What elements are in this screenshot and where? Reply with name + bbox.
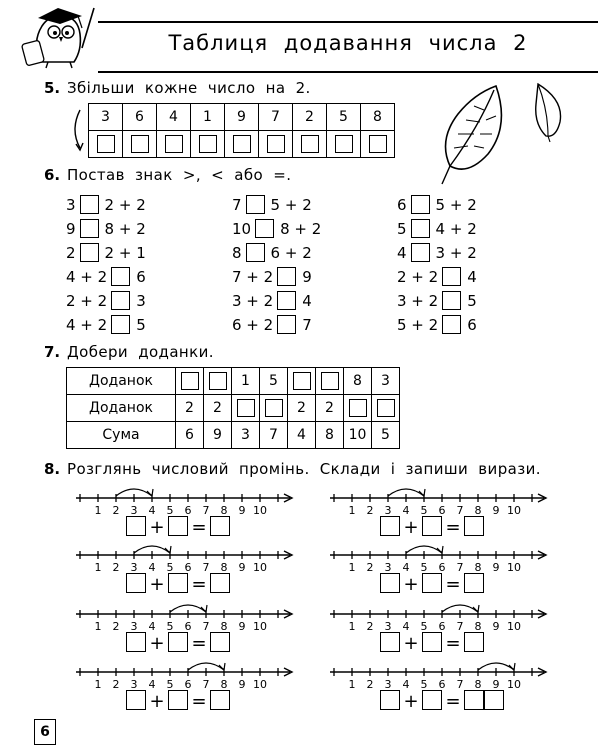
exercise-5-table (88, 103, 395, 158)
addend-box[interactable] (168, 690, 188, 710)
ex5-answer-cell (123, 131, 157, 158)
ex5-answer-box[interactable] (199, 135, 217, 153)
ex7-row-label: Сума (67, 422, 176, 449)
comparison-right: 7 (302, 316, 312, 334)
addend-box[interactable] (380, 573, 400, 593)
page-title: Таблиця додавання числа 2 (168, 31, 528, 55)
ex7-value-cell: 5 (260, 368, 288, 395)
tick-label: 2 (112, 620, 120, 633)
comparison-item (397, 195, 477, 215)
comparison-right: 3 + 2 (435, 244, 477, 262)
comparison-item (232, 219, 321, 239)
comparison-left: 3 + 2 (232, 292, 274, 310)
comparison-left: 10 (232, 220, 252, 238)
ex7-table-row (67, 422, 400, 449)
ex5-number-cell: 2 (293, 104, 327, 131)
number-line (76, 484, 294, 518)
ex7-blank-cell (372, 395, 400, 422)
plus-sign: + (149, 517, 165, 538)
ex5-answer-cell (89, 131, 123, 158)
ex5-number-cell: 4 (157, 104, 191, 131)
comparison-left: 5 + 2 (397, 316, 439, 334)
addend-box[interactable] (126, 632, 146, 652)
tick-label: 6 (184, 678, 192, 691)
number-line (76, 541, 294, 575)
tick-label: 1 (348, 620, 356, 633)
exercise-6-instruction: Постав знак >, < або =. (67, 166, 292, 184)
tick-label: 10 (253, 678, 267, 691)
tick-label: 4 (148, 678, 156, 691)
tick-label: 9 (238, 504, 246, 517)
tick-label: 10 (507, 504, 521, 517)
equals-sign: = (445, 517, 461, 538)
tick-label: 6 (184, 620, 192, 633)
comparison-item (66, 267, 146, 287)
ex7-answer-box[interactable] (265, 399, 283, 417)
comparison-right: 8 + 2 (104, 220, 146, 238)
sign-answer-box[interactable] (246, 243, 265, 262)
comparison-right: 5 + 2 (270, 196, 312, 214)
comparison-right: 4 (302, 292, 312, 310)
sum-box-second-digit[interactable] (484, 690, 504, 710)
tick-label: 5 (166, 561, 174, 574)
number-line-svg (76, 600, 294, 634)
ex7-blank-cell (288, 368, 316, 395)
ex5-number-cell: 5 (327, 104, 361, 131)
comparison-left: 6 (397, 196, 407, 214)
addend-box[interactable] (422, 573, 442, 593)
tick-label: 8 (474, 620, 482, 633)
tick-label: 6 (438, 561, 446, 574)
tick-label: 7 (456, 504, 464, 517)
expression-row (126, 516, 230, 538)
tick-label: 8 (220, 561, 228, 574)
ex7-value-cell: 2 (288, 395, 316, 422)
tick-label: 4 (402, 620, 410, 633)
tick-label: 4 (148, 620, 156, 633)
tick-label: 8 (220, 504, 228, 517)
sum-box[interactable] (210, 632, 230, 652)
addend-box[interactable] (168, 573, 188, 593)
sign-answer-box[interactable] (411, 219, 430, 238)
exercise-7-number: 7. (44, 343, 61, 361)
ex7-value-cell: 3 (232, 422, 260, 449)
comparison-left: 3 (66, 196, 76, 214)
leaf-illustration-small (528, 80, 568, 150)
tick-label: 10 (253, 561, 267, 574)
ex7-value-cell: 3 (372, 368, 400, 395)
number-line-svg (330, 541, 548, 575)
ex7-blank-cell (204, 368, 232, 395)
plus-sign: + (149, 691, 165, 712)
tick-label: 4 (402, 678, 410, 691)
exercise-8-instruction: Розглянь числовий промінь. Склади і запиши вирази. (67, 460, 541, 478)
tick-label: 5 (420, 561, 428, 574)
ex7-value-cell: 1 (232, 368, 260, 395)
plus-sign: + (403, 517, 419, 538)
sum-box[interactable] (464, 573, 484, 593)
ex5-answer-cell (259, 131, 293, 158)
addend-box[interactable] (422, 516, 442, 536)
tick-label: 6 (438, 504, 446, 517)
ex7-value-cell: 9 (204, 422, 232, 449)
addend-box[interactable] (168, 632, 188, 652)
tick-label: 3 (130, 678, 138, 691)
number-line (330, 658, 548, 692)
comparison-right: 5 + 2 (435, 196, 477, 214)
ex7-value-cell: 8 (344, 368, 372, 395)
ex5-answer-box[interactable] (369, 135, 387, 153)
tick-label: 5 (420, 678, 428, 691)
tick-label: 4 (148, 561, 156, 574)
tick-label: 8 (474, 678, 482, 691)
tick-label: 1 (94, 504, 102, 517)
ex5-number-cell: 3 (89, 104, 123, 131)
tick-label: 5 (166, 504, 174, 517)
tick-label: 5 (420, 620, 428, 633)
ex7-table-row (67, 368, 400, 395)
tick-label: 7 (456, 620, 464, 633)
ex7-value-cell: 8 (316, 422, 344, 449)
tick-label: 1 (94, 678, 102, 691)
comparison-left: 5 (397, 220, 407, 238)
equals-sign: = (191, 691, 207, 712)
sign-answer-box[interactable] (277, 315, 296, 334)
tick-label: 10 (507, 620, 521, 633)
equals-sign: = (191, 517, 207, 538)
equals-sign: = (445, 633, 461, 654)
tick-label: 1 (94, 561, 102, 574)
comparison-item (232, 267, 312, 287)
ex7-blank-cell (344, 395, 372, 422)
tick-label: 10 (507, 678, 521, 691)
comparison-item (397, 291, 477, 311)
addend-box[interactable] (126, 690, 146, 710)
ex7-answer-box[interactable] (321, 372, 339, 390)
tick-label: 9 (492, 561, 500, 574)
tick-label: 9 (492, 678, 500, 691)
ex7-table-row (67, 395, 400, 422)
number-line-svg (330, 658, 548, 692)
tick-label: 6 (438, 620, 446, 633)
tick-label: 3 (384, 504, 392, 517)
exercise-7-table (66, 367, 400, 449)
sum-box[interactable] (464, 690, 484, 710)
tick-label: 7 (202, 678, 210, 691)
tick-label: 7 (202, 561, 210, 574)
header-bar (98, 21, 598, 73)
ex5-number-cell: 6 (123, 104, 157, 131)
ex5-answer-box[interactable] (131, 135, 149, 153)
tick-label: 3 (384, 678, 392, 691)
tick-label: 4 (148, 504, 156, 517)
tick-label: 4 (402, 561, 410, 574)
ex7-row-label: Доданок (67, 395, 176, 422)
number-line (330, 484, 548, 518)
expression-row (380, 573, 484, 595)
comparison-item (66, 291, 146, 311)
sign-answer-box[interactable] (111, 291, 130, 310)
comparison-left: 2 + 2 (66, 292, 108, 310)
ex5-answer-cell (293, 131, 327, 158)
ex5-number-cell: 8 (361, 104, 395, 131)
ex5-answer-cell (361, 131, 395, 158)
sum-box[interactable] (210, 573, 230, 593)
tick-label: 9 (492, 504, 500, 517)
ex7-blank-cell (316, 368, 344, 395)
sign-answer-box[interactable] (80, 195, 99, 214)
ex5-answer-cell (157, 131, 191, 158)
ex7-value-cell: 2 (204, 395, 232, 422)
ex7-answer-box[interactable] (181, 372, 199, 390)
sign-answer-box[interactable] (277, 267, 296, 286)
ex5-answer-cell (225, 131, 259, 158)
comparison-left: 4 + 2 (66, 316, 108, 334)
number-line-svg (330, 484, 548, 518)
comparison-right: 4 + 2 (435, 220, 477, 238)
sum-box[interactable] (210, 690, 230, 710)
plus-sign: + (149, 574, 165, 595)
comparison-right: 2 + 1 (104, 244, 146, 262)
comparison-item (232, 315, 312, 335)
comparison-right: 9 (302, 268, 312, 286)
curved-arrow-icon (68, 106, 88, 158)
plus-sign: + (149, 633, 165, 654)
addend-box[interactable] (126, 516, 146, 536)
tick-label: 3 (384, 620, 392, 633)
tick-label: 9 (492, 620, 500, 633)
comparison-left: 7 + 2 (232, 268, 274, 286)
expression-row (380, 632, 484, 654)
number-line-svg (76, 484, 294, 518)
tick-label: 2 (366, 620, 374, 633)
tick-label: 2 (112, 561, 120, 574)
plus-sign: + (403, 574, 419, 595)
ex7-blank-cell (176, 368, 204, 395)
comparison-left: 6 + 2 (232, 316, 274, 334)
tick-label: 3 (130, 561, 138, 574)
ex5-answer-cell (191, 131, 225, 158)
tick-label: 3 (384, 561, 392, 574)
ex7-value-cell: 5 (372, 422, 400, 449)
tick-label: 8 (220, 620, 228, 633)
tick-label: 10 (253, 504, 267, 517)
expression-row (126, 573, 230, 595)
ex7-value-cell: 4 (288, 422, 316, 449)
comparison-right: 6 + 2 (270, 244, 312, 262)
tick-label: 7 (202, 504, 210, 517)
comparison-item (232, 195, 312, 215)
addend-box[interactable] (380, 632, 400, 652)
ex5-answer-box[interactable] (267, 135, 285, 153)
number-line-svg (76, 658, 294, 692)
ex7-answer-box[interactable] (209, 372, 227, 390)
sign-answer-box[interactable] (277, 291, 296, 310)
sum-box[interactable] (464, 516, 484, 536)
exercise-8-number: 8. (44, 460, 61, 478)
comparison-left: 2 + 2 (397, 268, 439, 286)
number-line (76, 658, 294, 692)
comparison-left: 4 (397, 244, 407, 262)
comparison-right: 5 (467, 292, 477, 310)
comparison-left: 3 + 2 (397, 292, 439, 310)
tick-label: 9 (238, 620, 246, 633)
tick-label: 2 (366, 678, 374, 691)
ex5-answer-box[interactable] (233, 135, 251, 153)
comparison-item (397, 315, 477, 335)
comparison-item (66, 219, 146, 239)
tick-label: 10 (253, 620, 267, 633)
expression-row (126, 690, 230, 712)
tick-label: 7 (456, 678, 464, 691)
comparison-item (66, 315, 146, 335)
ex5-answer-cell (327, 131, 361, 158)
comparison-left: 4 + 2 (66, 268, 108, 286)
exercise-5-number: 5. (44, 79, 61, 97)
tick-label: 5 (420, 504, 428, 517)
tick-label: 8 (474, 504, 482, 517)
equals-sign: = (191, 633, 207, 654)
plus-sign: + (403, 633, 419, 654)
ex7-blank-cell (260, 395, 288, 422)
sign-answer-box[interactable] (255, 219, 274, 238)
addend-box[interactable] (422, 632, 442, 652)
comparison-right: 3 (136, 292, 146, 310)
tick-label: 1 (94, 620, 102, 633)
ex7-answer-box[interactable] (237, 399, 255, 417)
ex7-value-cell: 7 (260, 422, 288, 449)
tick-label: 6 (184, 504, 192, 517)
ex5-number-cell: 7 (259, 104, 293, 131)
tick-label: 9 (238, 678, 246, 691)
sign-answer-box[interactable] (442, 291, 461, 310)
tick-label: 8 (220, 678, 228, 691)
tick-label: 5 (166, 620, 174, 633)
number-line (76, 600, 294, 634)
addend-box[interactable] (380, 690, 400, 710)
expression-row (380, 690, 504, 712)
comparison-item (397, 243, 477, 263)
tick-label: 4 (402, 504, 410, 517)
ex5-number-cell: 1 (191, 104, 225, 131)
tick-label: 7 (202, 620, 210, 633)
ex7-value-cell: 2 (316, 395, 344, 422)
comparison-item (232, 243, 312, 263)
addend-box[interactable] (422, 690, 442, 710)
sign-answer-box[interactable] (442, 315, 461, 334)
comparison-item (232, 291, 312, 311)
exercise-7-instruction: Добери доданки. (67, 343, 214, 361)
ex5-answer-box[interactable] (165, 135, 183, 153)
sign-answer-box[interactable] (80, 219, 99, 238)
tick-label: 6 (184, 561, 192, 574)
tick-label: 5 (166, 678, 174, 691)
comparison-item (66, 243, 146, 263)
comparison-right: 8 + 2 (280, 220, 322, 238)
ex7-value-cell: 10 (344, 422, 372, 449)
tick-label: 1 (348, 678, 356, 691)
sign-answer-box[interactable] (411, 243, 430, 262)
ex7-answer-box[interactable] (377, 399, 395, 417)
sum-box[interactable] (464, 632, 484, 652)
number-line-svg (76, 541, 294, 575)
tick-label: 2 (366, 561, 374, 574)
page-number: 6 (34, 719, 56, 745)
equals-sign: = (445, 691, 461, 712)
ex7-answer-box[interactable] (293, 372, 311, 390)
number-line-svg (330, 600, 548, 634)
sum-box[interactable] (210, 516, 230, 536)
ex7-blank-cell (232, 395, 260, 422)
owl-mascot-logo (20, 2, 96, 70)
leaf-illustration-large (434, 80, 514, 192)
addend-box[interactable] (380, 516, 400, 536)
tick-label: 3 (130, 504, 138, 517)
sign-answer-box[interactable] (442, 267, 461, 286)
equals-sign: = (445, 574, 461, 595)
sign-answer-box[interactable] (246, 195, 265, 214)
expression-row (126, 632, 230, 654)
ex5-answer-box[interactable] (335, 135, 353, 153)
number-line (330, 600, 548, 634)
ex5-answer-box[interactable] (97, 135, 115, 153)
comparison-item (397, 219, 477, 239)
tick-label: 2 (366, 504, 374, 517)
comparison-left: 9 (66, 220, 76, 238)
comparison-item (66, 195, 146, 215)
tick-label: 1 (348, 504, 356, 517)
ex5-number-cell: 9 (225, 104, 259, 131)
ex7-row-label: Доданок (67, 368, 176, 395)
ex7-value-cell: 6 (176, 422, 204, 449)
ex5-answer-box[interactable] (301, 135, 319, 153)
comparison-right: 4 (467, 268, 477, 286)
comparison-right: 6 (136, 268, 146, 286)
ex7-value-cell: 2 (176, 395, 204, 422)
expression-row (380, 516, 484, 538)
sign-answer-box[interactable] (111, 315, 130, 334)
tick-label: 7 (456, 561, 464, 574)
addend-box[interactable] (126, 573, 146, 593)
exercise-5-instruction: Збільши кожне число на 2. (67, 79, 311, 97)
tick-label: 8 (474, 561, 482, 574)
tick-label: 2 (112, 678, 120, 691)
ex7-answer-box[interactable] (349, 399, 367, 417)
tick-label: 2 (112, 504, 120, 517)
comparison-right: 5 (136, 316, 146, 334)
number-line (330, 541, 548, 575)
tick-label: 3 (130, 620, 138, 633)
sign-answer-box[interactable] (111, 267, 130, 286)
tick-label: 9 (238, 561, 246, 574)
comparison-right: 2 + 2 (104, 196, 146, 214)
comparison-left: 7 (232, 196, 242, 214)
sign-answer-box[interactable] (80, 243, 99, 262)
comparison-item (397, 267, 477, 287)
tick-label: 1 (348, 561, 356, 574)
plus-sign: + (403, 691, 419, 712)
tick-label: 10 (507, 561, 521, 574)
comparison-right: 6 (467, 316, 477, 334)
sign-answer-box[interactable] (411, 195, 430, 214)
tick-label: 6 (438, 678, 446, 691)
equals-sign: = (191, 574, 207, 595)
comparison-left: 8 (232, 244, 242, 262)
addend-box[interactable] (168, 516, 188, 536)
comparison-left: 2 (66, 244, 76, 262)
exercise-6-number: 6. (44, 166, 61, 184)
